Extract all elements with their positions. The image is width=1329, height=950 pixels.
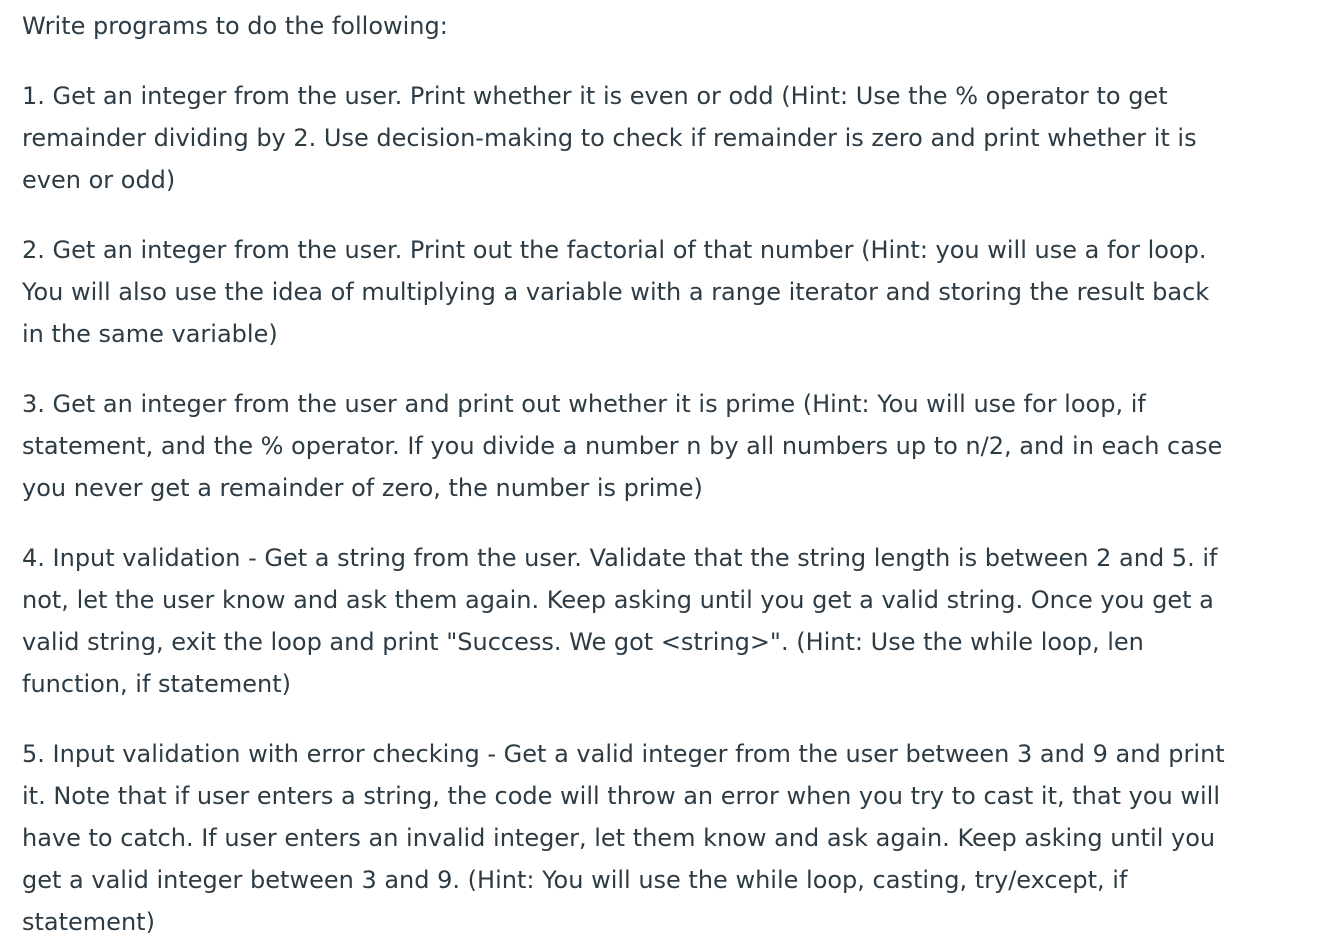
task-3: 3. Get an integer from the user and print out whether it is prime (Hint: You will use for loop, if statement, and the % operator. If you divide a number n by all numbers up to n/2, and in each case you never get a remainder of zero, the number is prime)	[22, 390, 1223, 502]
spacer	[22, 47, 1312, 75]
spacer	[22, 355, 1312, 383]
spacer	[22, 705, 1312, 733]
assignment-document	[22, 0, 1312, 943]
task-4: 4. Input validation - Get a string from the user. Validate that the string length is between 2 and 5. if not, let the user know and ask them again. Keep asking until you get a valid string. Once you get a valid string, exit the loop and print "Success. We got <string>". (Hint: Use the while loop, len function, if statement)	[22, 544, 1218, 698]
task-1: 1. Get an integer from the user. Print whether it is even or odd (Hint: Use the % operator to get remainder dividing by 2. Use decision-making to check if remainder is zero and print whether it is even or odd)	[22, 82, 1197, 194]
spacer	[22, 509, 1312, 537]
task-2: 2. Get an integer from the user. Print out the factorial of that number (Hint: you will use a for loop. You will also use the idea of multiplying a variable with a range iterator and storing the result back in the same variable)	[22, 236, 1210, 348]
intro-text: Write programs to do the following:	[22, 12, 448, 40]
task-5: 5. Input validation with error checking - Get a valid integer from the user between 3 and 9 and print it. Note that if user enters a string, the code will throw an error when you try to cast it, that you will have to catch. If user enters an invalid integer, let them know and ask again. Keep asking until you get a valid integer between 3 and 9. (Hint: You will use the while loop, casting, try/except, if statement)	[22, 740, 1225, 936]
spacer	[22, 201, 1312, 229]
